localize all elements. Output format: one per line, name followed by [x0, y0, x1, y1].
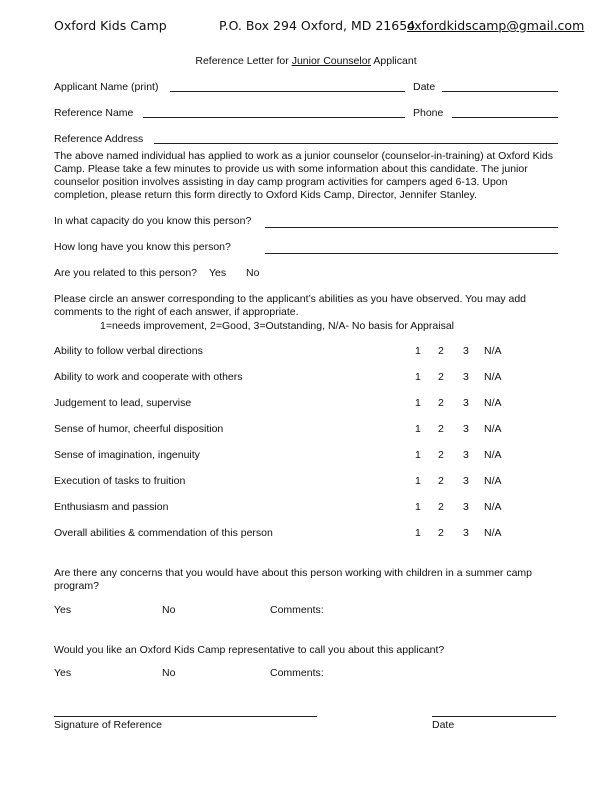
reference-name-field[interactable]: [143, 117, 405, 118]
rating-item-label: Judgement to lead, supervise: [54, 397, 192, 409]
rating-option-1[interactable]: 1: [415, 475, 421, 487]
call-question: Would you like an Oxford Kids Camp representative to call you about this applicant?: [54, 644, 445, 656]
rating-option-3[interactable]: 3: [463, 527, 469, 539]
rating-item-label: Ability to follow verbal directions: [54, 345, 203, 357]
phone-field[interactable]: [452, 117, 558, 118]
camp-email[interactable]: oxfordkidscamp@gmail.com: [407, 18, 585, 33]
reference-address-label: Reference Address: [54, 133, 144, 145]
rating-option-1[interactable]: 1: [415, 501, 421, 513]
concerns-question: Are there any concerns that you would have about this person working with children in a summer camp program?: [54, 567, 532, 592]
call-comments-label: Comments:: [270, 667, 324, 679]
concerns-yes-option[interactable]: Yes: [54, 604, 72, 616]
rating-option-3[interactable]: 3: [463, 475, 469, 487]
rating-item-label: Sense of humor, cheerful disposition: [54, 423, 224, 435]
rating-option-3[interactable]: 3: [463, 371, 469, 383]
rating-option-1[interactable]: 1: [415, 345, 421, 357]
signature-label: Signature of Reference: [54, 719, 162, 731]
rating-item-label: Enthusiasm and passion: [54, 501, 169, 513]
reference-address-field[interactable]: [154, 143, 558, 144]
concerns-no-option[interactable]: No: [162, 604, 176, 616]
rating-option-na[interactable]: N/A: [484, 475, 502, 487]
intro-paragraph: The above named individual has applied to work as a junior counselor (counselor-in-training) at Oxford Kids Camp. Please take a few minutes to provide us with some information about this candidate. The junior counselor position involves assisting in day camp program activities for campers aged 6-13. Upon completion, please return this form directly to Oxford Kids Camp, Director, Jennifer Stanley.: [54, 150, 554, 201]
rating-item-label: Execution of tasks to fruition: [54, 475, 186, 487]
rating-option-na[interactable]: N/A: [484, 423, 502, 435]
related-question: Are you related to this person?: [54, 267, 198, 279]
rating-option-na[interactable]: N/A: [484, 501, 502, 513]
applicant-name-label: Applicant Name (print): [54, 81, 159, 93]
rating-item-label: Overall abilities & commendation of this person: [54, 527, 273, 539]
rating-option-3[interactable]: 3: [463, 449, 469, 461]
rating-option-2[interactable]: 2: [438, 397, 444, 409]
capacity-question: In what capacity do you know this person?: [54, 215, 252, 227]
rating-option-na[interactable]: N/A: [484, 345, 502, 357]
phone-label: Phone: [413, 107, 444, 119]
how-long-question: How long have you know this person?: [54, 241, 231, 253]
rating-option-2[interactable]: 2: [438, 449, 444, 461]
rating-scale: 1=needs improvement, 2=Good, 3=Outstanding, N/A- No basis for Appraisal: [100, 320, 454, 332]
concerns-comments-label: Comments:: [270, 604, 324, 616]
page-title: [0, 55, 612, 67]
rating-option-1[interactable]: 1: [415, 449, 421, 461]
rating-item-label: Sense of imagination, ingenuity: [54, 449, 200, 461]
rating-item-label: Ability to work and cooperate with others: [54, 371, 243, 383]
title-suffix: Applicant: [371, 55, 417, 67]
call-no-option[interactable]: No: [162, 667, 176, 679]
rating-option-1[interactable]: 1: [415, 371, 421, 383]
camp-name: Oxford Kids Camp: [54, 18, 167, 33]
rating-option-1[interactable]: 1: [415, 423, 421, 435]
rating-option-2[interactable]: 2: [438, 527, 444, 539]
title-position: Junior Counselor: [291, 55, 372, 67]
rating-option-2[interactable]: 2: [438, 475, 444, 487]
rating-option-1[interactable]: 1: [415, 527, 421, 539]
related-yes-option[interactable]: Yes: [209, 267, 227, 279]
rating-option-2[interactable]: 2: [438, 345, 444, 357]
related-no-option[interactable]: No: [246, 267, 260, 279]
rating-option-na[interactable]: N/A: [484, 527, 502, 539]
signature-date-label: Date: [432, 719, 455, 731]
capacity-answer-field[interactable]: [265, 227, 558, 228]
rating-instructions: Please circle an answer corresponding to the applicant’s abilities as you have observed. You may add comments to the right of each answer, if appropriate.: [54, 293, 527, 318]
rating-option-3[interactable]: 3: [463, 423, 469, 435]
rating-option-2[interactable]: 2: [438, 501, 444, 513]
rating-option-2[interactable]: 2: [438, 423, 444, 435]
rating-option-3[interactable]: 3: [463, 501, 469, 513]
rating-option-3[interactable]: 3: [463, 345, 469, 357]
rating-option-na[interactable]: N/A: [484, 397, 502, 409]
rating-option-2[interactable]: 2: [438, 371, 444, 383]
date-field[interactable]: [442, 91, 558, 92]
title-prefix: Reference Letter for: [195, 55, 292, 67]
applicant-name-field[interactable]: [170, 91, 405, 92]
reference-name-label: Reference Name: [54, 107, 134, 119]
rating-option-1[interactable]: 1: [415, 397, 421, 409]
signature-field[interactable]: [54, 716, 317, 717]
how-long-answer-field[interactable]: [265, 253, 558, 254]
rating-option-3[interactable]: 3: [463, 397, 469, 409]
signature-date-field[interactable]: [432, 716, 556, 717]
rating-option-na[interactable]: N/A: [484, 449, 502, 461]
rating-option-na[interactable]: N/A: [484, 371, 502, 383]
call-yes-option[interactable]: Yes: [54, 667, 72, 679]
camp-address: P.O. Box 294 Oxford, MD 21654: [219, 18, 416, 33]
date-label: Date: [413, 81, 436, 93]
